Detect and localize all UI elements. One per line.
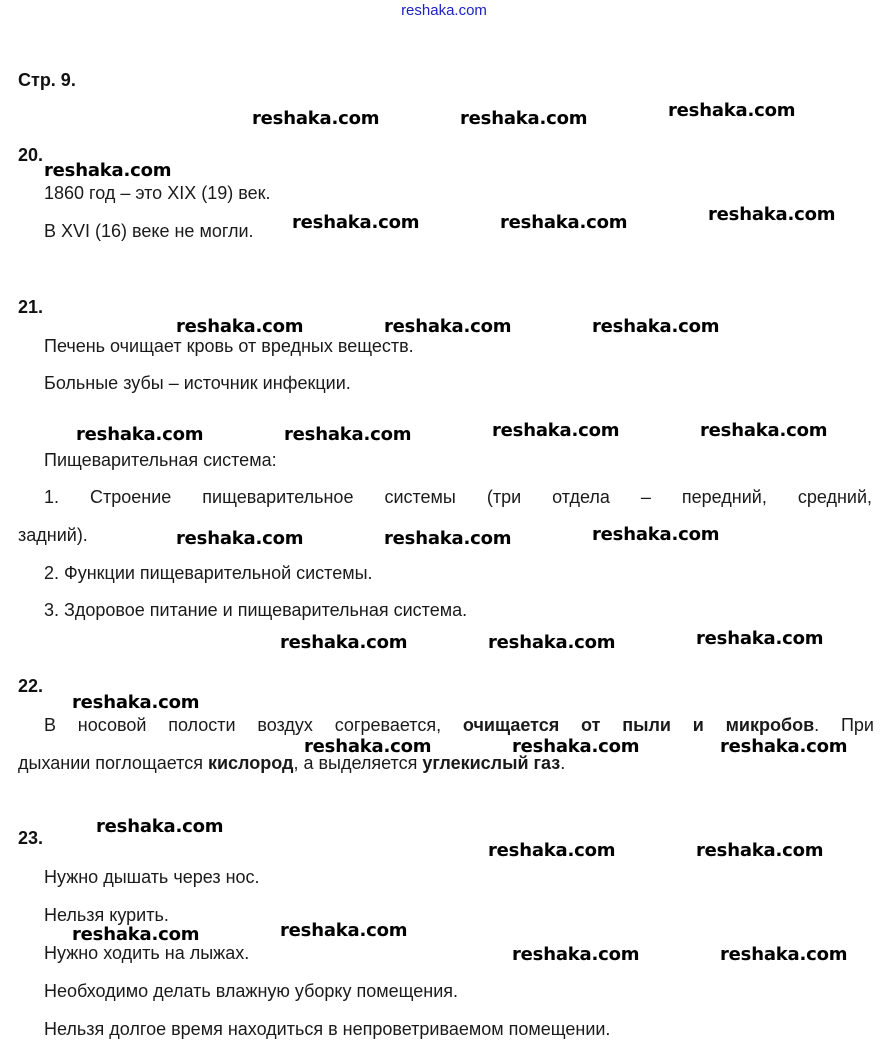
watermark: reshaka.com: [700, 420, 828, 441]
watermark: reshaka.com: [72, 692, 200, 713]
section-number-22: 22.: [18, 676, 44, 696]
page-title: Стр. 9.: [18, 70, 76, 90]
watermark: reshaka.com: [500, 212, 628, 233]
section-22-line-2: [18, 752, 565, 774]
watermark: reshaka.com: [492, 420, 620, 441]
watermark: reshaka.com: [304, 736, 432, 757]
watermark: reshaka.com: [176, 528, 304, 549]
watermark: reshaka.com: [284, 424, 412, 445]
watermark: reshaka.com: [280, 632, 408, 653]
section-22-text: , а выделяется: [293, 753, 423, 773]
section-22-bold-phrase: углекислый газ: [422, 753, 561, 773]
watermark: reshaka.com: [668, 100, 796, 121]
watermark: reshaka.com: [96, 816, 224, 837]
section-21-line-7: 3. Здоровое питание и пищеварительная система.: [44, 600, 468, 620]
section-22-text: . При: [814, 715, 874, 735]
section-23-line-1: Нужно дышать через нос.: [44, 867, 260, 887]
section-21-line-6: 2. Функции пищеварительной системы.: [44, 563, 373, 583]
section-22-text: В носовой полости воздух согревается,: [44, 715, 463, 735]
section-22-text: .: [560, 753, 566, 773]
watermark: reshaka.com: [384, 528, 512, 549]
section-21-line-2: Больные зубы – источник инфекции.: [44, 373, 351, 393]
section-21-line-3: Пищеварительная система:: [44, 450, 277, 470]
section-22-line-1: [44, 714, 874, 736]
section-21-line-1: Печень очищает кровь от вредных веществ.: [44, 336, 414, 356]
section-number-20: 20.: [18, 145, 44, 165]
section-number-21: 21.: [18, 297, 44, 317]
site-header-link[interactable]: reshaka.com: [401, 2, 487, 19]
watermark: reshaka.com: [720, 944, 848, 965]
section-23-line-5: Нельзя долгое время находиться в непроветриваемом помещении.: [44, 1019, 611, 1039]
section-21-line-5: задний).: [18, 525, 88, 545]
section-23-line-4: Необходимо делать влажную уборку помещения.: [44, 981, 459, 1001]
section-number-23: 23.: [18, 828, 44, 848]
watermark: reshaka.com: [488, 632, 616, 653]
watermark: reshaka.com: [592, 316, 720, 337]
section-22-text: дыхании поглощается: [18, 753, 208, 773]
section-20-line-2: В XVI (16) веке не могли.: [44, 221, 254, 241]
watermark: reshaka.com: [592, 524, 720, 545]
watermark: reshaka.com: [488, 840, 616, 861]
watermark: reshaka.com: [696, 628, 824, 649]
watermark: reshaka.com: [708, 204, 836, 225]
section-23-line-2: Нельзя курить.: [44, 905, 169, 925]
watermark: reshaka.com: [384, 316, 512, 337]
section-22-bold-phrase: очищается от пыли и микробов: [462, 715, 815, 735]
watermark: reshaka.com: [280, 920, 408, 941]
watermark: reshaka.com: [176, 316, 304, 337]
watermark: reshaka.com: [512, 736, 640, 757]
watermark: reshaka.com: [460, 108, 588, 129]
watermark: reshaka.com: [72, 924, 200, 945]
watermark: reshaka.com: [696, 840, 824, 861]
watermark: reshaka.com: [76, 424, 204, 445]
section-20-line-1: 1860 год – это XIX (19) век.: [44, 183, 271, 203]
watermark: reshaka.com: [44, 160, 172, 181]
watermark: reshaka.com: [252, 108, 380, 129]
section-22-bold-word: кислород: [207, 753, 294, 773]
watermark: reshaka.com: [512, 944, 640, 965]
watermark: reshaka.com: [720, 736, 848, 757]
section-21-line-4: 1. Строение пищеварительное системы (три отдела – передний, средний,: [44, 487, 872, 507]
watermark: reshaka.com: [292, 212, 420, 233]
section-23-line-3: Нужно ходить на лыжах.: [44, 943, 250, 963]
